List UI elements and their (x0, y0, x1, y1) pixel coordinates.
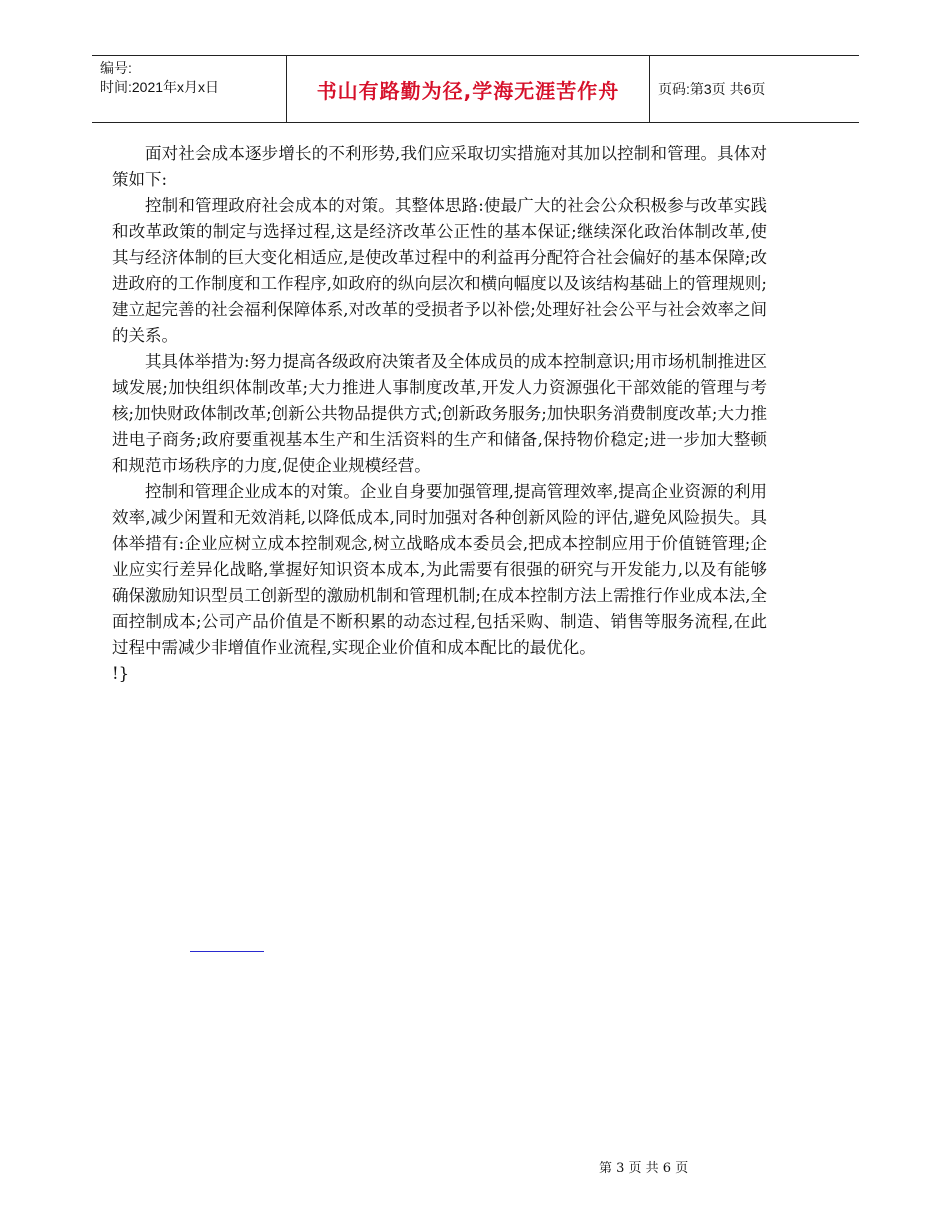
header-page-info: 页码:第3页 共6页 (658, 81, 766, 97)
header-meta (100, 59, 286, 97)
header-motto: 书山有路勤为径,学海无涯苦作舟 (316, 78, 620, 103)
header-divider (286, 56, 287, 122)
time-label: 时间:2021年x月x日 (100, 79, 220, 95)
tail-text: !} (112, 664, 130, 683)
document-body (112, 141, 767, 687)
paragraph-intro: 面对社会成本逐步增长的不利形势,我们应采取切实措施对其加以控制和管理。具体对策如下: (112, 144, 767, 189)
paragraph-enterprise-strategy: 控制和管理企业成本的对策。企业自身要加强管理,提高管理效率,提高企业资源的利用效率,减少闲置和无效消耗,以降低成本,同时加强对各种创新风险的评估,避免风险损失。具体举措有:企业应树立成本控制观念,树立战略成本委员会,把成本控制应用于价值链管理;企业应实行差异化战略,掌握好知识资本成本,为此需要有很强的研究与开发能力,以及有能够确保激励知识型员工创新型的激励机制和管理机制;在成本控制方法上需推行作业成本法,全面控制成本;公司产品价值是不断积累的动态过程,包括采购、制造、销售等服务流程,在此过程中需减少非增值作业流程,实现企业价值和成本配比的最优化。 (112, 482, 767, 657)
page-header (92, 55, 859, 123)
page-footer: 第 3 页 共 6 页 (599, 1161, 689, 1176)
header-divider (649, 56, 650, 122)
paragraph-government-measures: 其具体举措为:努力提高各级政府决策者及全体成员的成本控制意识;用市场机制推进区域发展;加快组织体制改革;大力推进人事制度改革,开发人力资源强化干部效能的管理与考核;加快财政体制改革;创新公共物品提供方式;创新政务服务;加快职务消费制度改革;大力推进电子商务;政府要重视基本生产和生活资料的生产和储备,保持物价稳定;进一步加大整顿和规范市场秩序的力度,促使企业规模经营。 (112, 352, 767, 475)
paragraph-government-strategy: 控制和管理政府社会成本的对策。其整体思路:使最广大的社会公众积极参与改革实践和改革政策的制定与选择过程,这是经济改革公正性的基本保证;继续深化政治体制改革,使其与经济体制的巨大变化相适应,是使改革过程中的利益再分配符合社会偏好的基本保障;改进政府的工作制度和工作程序,如政府的纵向层次和横向幅度以及该结构基础上的管理规则;建立起完善的社会福利保障体系,对改革的受损者予以补偿;处理好社会公平与社会效率之间的关系。 (112, 196, 767, 345)
serial-label: 编号: (100, 60, 132, 76)
hyperlink-underline[interactable] (190, 951, 264, 952)
